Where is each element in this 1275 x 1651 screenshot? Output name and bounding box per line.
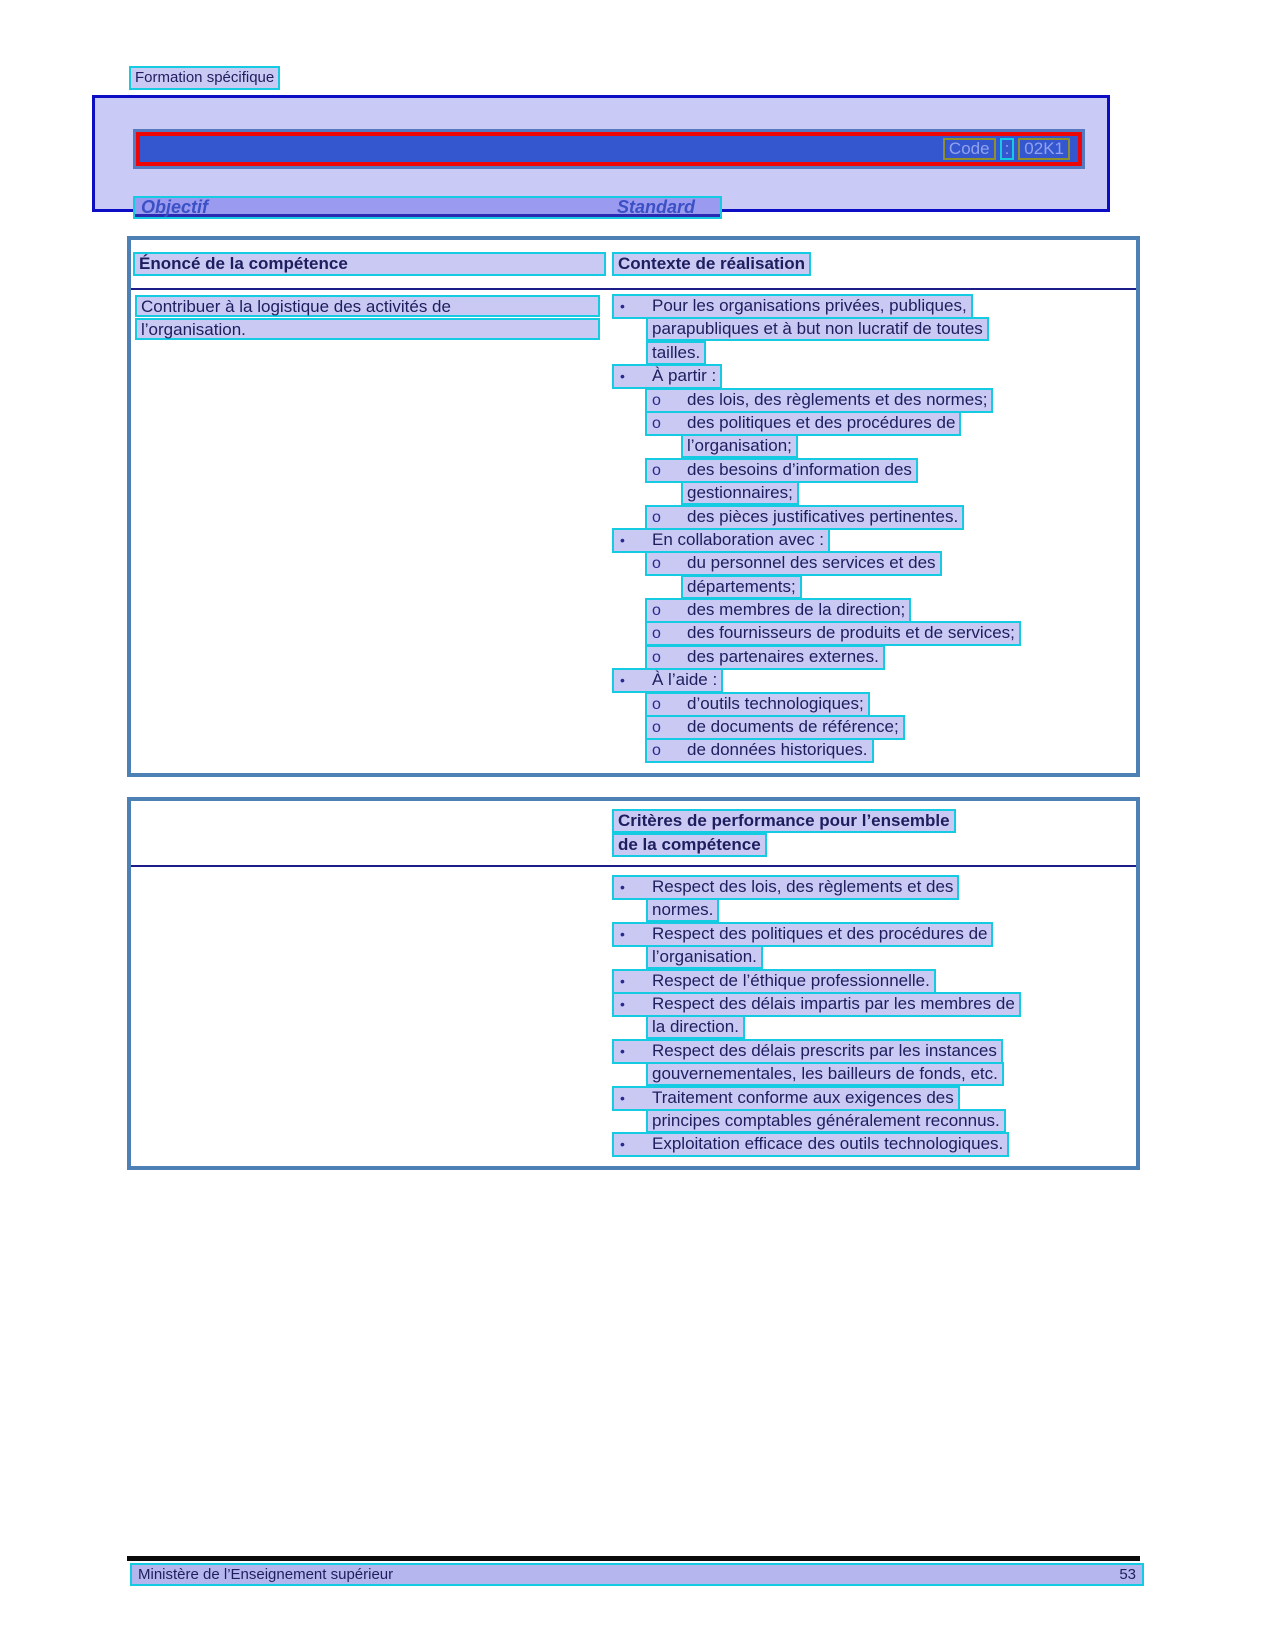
criteres-header-line: Critères de performance pour l’ensemble <box>612 809 956 833</box>
bullet-circle-icon: o <box>652 625 661 643</box>
text-line-row <box>645 598 1137 621</box>
list-item <box>612 992 1137 1039</box>
text-line-row <box>645 551 1137 574</box>
footer-page-number: 53 <box>1119 1566 1136 1583</box>
enonce-header: Énoncé de la compétence <box>133 252 606 276</box>
standard-heading: Standard <box>617 197 696 217</box>
objectif-standard-bar <box>133 196 722 219</box>
text-line-row <box>646 341 1137 364</box>
bullet-dot-icon: • <box>620 1042 625 1059</box>
bullet-circle-icon: o <box>652 695 661 713</box>
criteres-table-header <box>131 801 1136 867</box>
criteres-header-line: de la compétence <box>612 833 767 857</box>
text-line: parapubliques et à but non lucratif de toutes <box>646 317 989 341</box>
competence-table-header <box>131 240 1136 290</box>
text-line-row <box>646 1062 1137 1085</box>
text-line-row <box>612 992 1137 1015</box>
text-line-row <box>645 505 1137 528</box>
bullet-dot-icon: • <box>620 298 625 314</box>
list-item <box>612 645 1137 668</box>
bullet-dot-icon: • <box>620 531 625 548</box>
text-line-row <box>612 1132 1137 1155</box>
text-line: la direction. <box>646 1015 745 1039</box>
text-line: • Pour les organisations privées, publiques, <box>612 294 973 319</box>
text-line-row <box>646 1015 1137 1038</box>
text-line-row <box>645 411 1137 434</box>
text-line-row <box>612 1086 1137 1109</box>
text-line: gestionnaires; <box>681 481 799 505</box>
text-line-row <box>645 738 1137 761</box>
text-line-row <box>646 898 1137 921</box>
bullet-dot-icon: • <box>620 1089 625 1106</box>
code-label: Code <box>943 138 996 160</box>
text-line: • Respect des politiques et des procédures de <box>612 922 993 947</box>
text-line-row <box>612 364 1137 387</box>
criteres-cell <box>612 875 1137 1156</box>
text-line: normes. <box>646 898 719 922</box>
list-item <box>612 1039 1137 1086</box>
bullet-dot-icon: • <box>620 672 625 689</box>
text-line: l’organisation. <box>135 318 600 340</box>
code-value: 02K1 <box>1018 138 1070 160</box>
text-line: principes comptables généralement reconnus. <box>646 1109 1006 1133</box>
list-item <box>612 922 1137 969</box>
text-line-row <box>681 434 1137 457</box>
text-line: • Traitement conforme aux exigences des <box>612 1086 960 1111</box>
text-line: • À l’aide : <box>612 668 723 693</box>
text-line-row <box>681 481 1137 504</box>
text-line: Contribuer à la logistique des activités de <box>135 295 600 317</box>
text-line: l’organisation. <box>646 945 763 969</box>
text-line-row <box>646 1109 1137 1132</box>
list-item <box>612 551 1137 598</box>
text-line-row <box>646 317 1137 340</box>
criteres-table <box>127 797 1140 1170</box>
bullet-circle-icon: o <box>652 719 661 737</box>
text-line-row <box>612 875 1137 898</box>
text-line: • Respect des délais prescrits par les instances <box>612 1039 1003 1064</box>
text-line-row <box>681 575 1137 598</box>
text-line: départements; <box>681 575 802 599</box>
text-line: o de documents de référence; <box>645 715 905 740</box>
list-item <box>612 294 1137 364</box>
contexte-header: Contexte de réalisation <box>612 252 811 276</box>
page-footer <box>130 1563 1144 1586</box>
list-item <box>612 364 1137 387</box>
page-top-label: Formation spécifique <box>129 66 280 90</box>
list-item <box>612 621 1137 644</box>
text-line-row <box>645 458 1137 481</box>
text-line: gouvernementales, les bailleurs de fonds, etc. <box>646 1062 1004 1086</box>
text-line-row <box>645 715 1137 738</box>
list-item <box>612 528 1137 551</box>
bullet-circle-icon: o <box>652 414 661 432</box>
list-item <box>612 1132 1137 1155</box>
list-item <box>612 715 1137 738</box>
list-item <box>612 505 1137 528</box>
bullet-circle-icon: o <box>652 602 661 620</box>
text-line: l’organisation; <box>681 434 798 458</box>
text-line: o de données historiques. <box>645 738 874 763</box>
objectif-heading: Objectif <box>141 197 209 217</box>
text-line: • En collaboration avec : <box>612 528 830 553</box>
enonce-cell <box>135 295 605 341</box>
text-line-row <box>612 922 1137 945</box>
text-line: o des politiques et des procédures de <box>645 411 961 436</box>
footer-ministry-label: Ministère de l’Enseignement supérieur <box>138 1566 394 1583</box>
list-item <box>612 411 1137 458</box>
text-line: o des pièces justificatives pertinentes. <box>645 505 964 530</box>
text-line: o des membres de la direction; <box>645 598 911 623</box>
text-line-row <box>645 692 1137 715</box>
bullet-circle-icon: o <box>652 555 661 573</box>
text-line-row <box>612 969 1137 992</box>
text-line: o des besoins d’information des <box>645 458 918 483</box>
text-line: o des lois, des règlements et des normes; <box>645 388 993 413</box>
text-line: • Respect des délais impartis par les membres de <box>612 992 1021 1017</box>
bullet-circle-icon: o <box>652 391 661 409</box>
text-line: o d’outils technologiques; <box>645 692 870 717</box>
list-item <box>612 969 1137 992</box>
text-line: o des fournisseurs de produits et de services; <box>645 621 1021 646</box>
text-line: • Respect des lois, des règlements et des <box>612 875 959 900</box>
bullet-circle-icon: o <box>652 648 661 666</box>
text-line-row <box>612 668 1137 691</box>
bullet-dot-icon: • <box>620 368 625 385</box>
text-line-row <box>612 528 1137 551</box>
competence-table <box>127 236 1140 777</box>
bullet-dot-icon: • <box>620 972 625 989</box>
bullet-dot-icon: • <box>620 925 625 942</box>
text-line: tailles. <box>646 341 706 365</box>
text-line-row <box>612 1039 1137 1062</box>
list-item <box>612 388 1137 411</box>
title-banner <box>133 129 1085 169</box>
text-line: o du personnel des services et des <box>645 551 942 576</box>
text-line-row <box>645 645 1137 668</box>
text-line-row <box>646 945 1137 968</box>
list-item <box>612 738 1137 761</box>
text-line: • À partir : <box>612 364 722 389</box>
list-item <box>612 668 1137 691</box>
bullet-circle-icon: o <box>652 508 661 526</box>
text-line-row <box>612 294 1137 317</box>
list-item <box>612 458 1137 505</box>
code-colon: : <box>1000 138 1015 160</box>
bullet-dot-icon: • <box>620 1136 625 1153</box>
text-line: o des partenaires externes. <box>645 645 885 670</box>
list-item <box>612 598 1137 621</box>
text-line-row <box>645 388 1137 411</box>
bullet-circle-icon: o <box>652 742 661 760</box>
text-line-row <box>645 621 1137 644</box>
text-line: • Respect de l’éthique professionnelle. <box>612 969 936 994</box>
list-item <box>612 1086 1137 1133</box>
bullet-dot-icon: • <box>620 879 625 895</box>
title-banner-inner <box>136 132 1082 166</box>
bullet-dot-icon: • <box>620 995 625 1012</box>
footer-rule <box>127 1556 1140 1561</box>
bullet-circle-icon: o <box>652 461 661 479</box>
list-item <box>612 692 1137 715</box>
text-line: • Exploitation efficace des outils technologiques. <box>612 1132 1009 1157</box>
list-item <box>612 875 1137 922</box>
contexte-cell <box>612 294 1137 762</box>
